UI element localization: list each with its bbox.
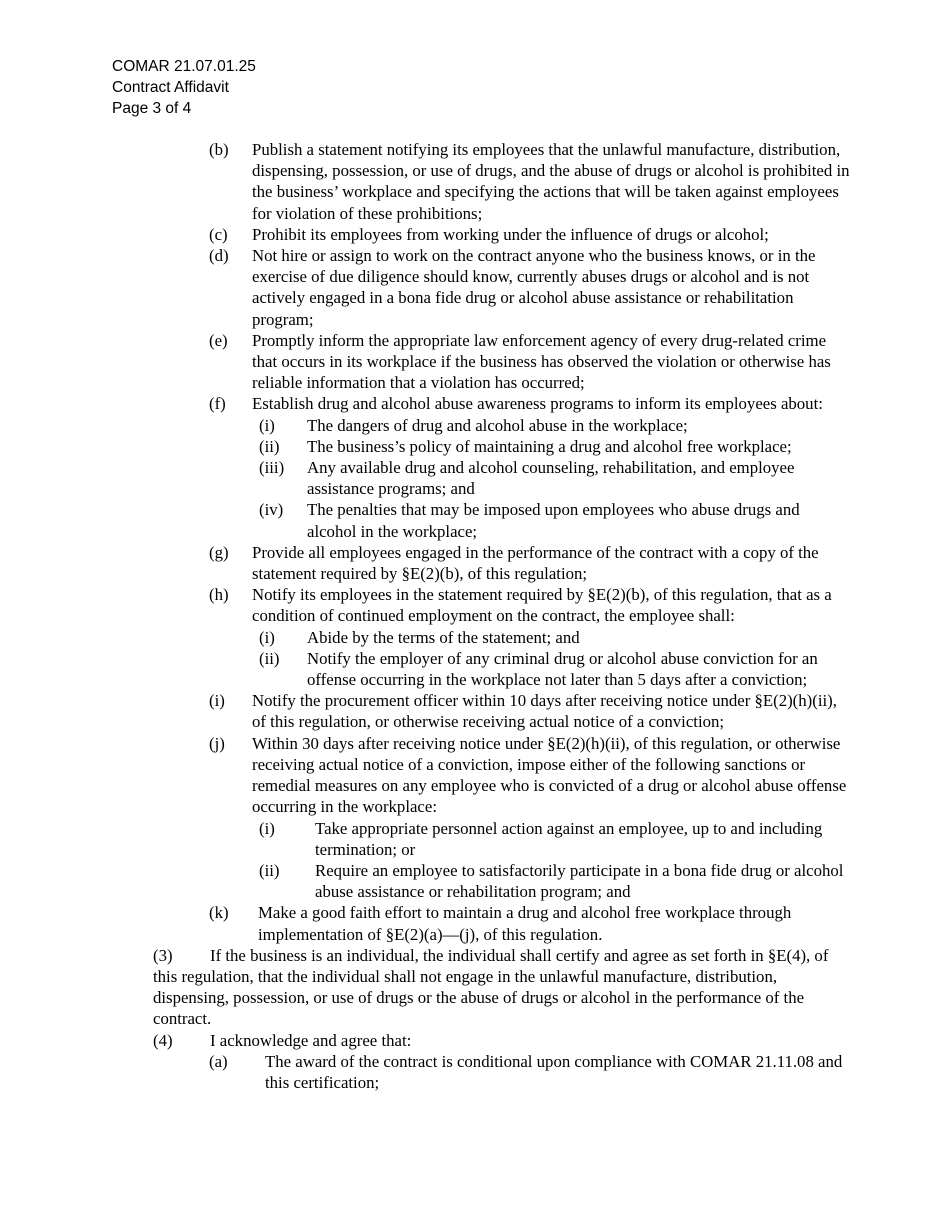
list-item-i: (i) Notify the procurement officer within 10 days after receiving notice under §E(2)(h)(ii), of this regulation, or otherwise receiving actual notice of a conviction; [209,691,837,732]
sub-item-f-i: (i) The dangers of drug and alcohol abuse in the workplace; [259,415,688,435]
list-item-h: (h) Notify its employees in the statement required by §E(2)(b), of this regulation, that as a condition of continued employment on the contract, the employee shall: [209,585,832,626]
sub-item-f-iv: (iv) The penalties that may be imposed upon employees who abuse drugs and alcohol in the workplace; [259,500,800,541]
sub-item-j-i: (i) Take appropriate personnel action against an employee, up to and including termination; or [259,818,823,859]
page-header [112,56,256,119]
sub-item-j-ii: (ii) Require an employee to satisfactorily participate in a bona fide drug or alcohol abuse assistance or rehabilitation program; and [259,860,844,902]
list-item-c: (c) Prohibit its employees from working under the influence of drugs or alcohol; [209,224,769,244]
list-item-e: (e) Promptly inform the appropriate law enforcement agency of every drug-related crime that occurs in its workplace if the business has observed the violation or otherwise has reliable information that a violation has occurred; [209,330,831,393]
paragraph-3: (3) If the business is an individual, the individual shall certify and agree as set forth in §E(4), of this regulation, that the individual shall not engage in the unlawful manufacture, distribution, dispensing, possession, or use of drugs or the abuse of drugs or alcohol in the performance of the contract. [153,945,829,1029]
list-item-4a: (a) The award of the contract is conditional upon compliance with COMAR 21.11.08 and this certification; [209,1051,843,1092]
sub-item-f-ii: (ii) The business’s policy of maintaining a drug and alcohol free workplace; [259,436,792,456]
list-item-f: (f) Establish drug and alcohol abuse awareness programs to inform its employees about: [209,394,823,414]
sub-item-f-iii: (iii) Any available drug and alcohol counseling, rehabilitation, and employee assistance programs; and [259,458,795,499]
sub-item-h-i: (i) Abide by the terms of the statement; and [259,627,580,647]
list-item-k: (k) Make a good faith effort to maintain a drug and alcohol free workplace through implementation of §E(2)(a)—(j), of this regulation. [209,903,792,944]
list-item-g: (g) Provide all employees engaged in the performance of the contract with a copy of the statement required by §E(2)(b), of this regulation; [209,542,819,584]
document-title: Contract Affidavit [112,79,229,96]
list-item-j: (j) Within 30 days after receiving notice under §E(2)(h)(ii), of this regulation, or otherwise receiving actual notice of a conviction, impose either of the following sanctions or remedial measures on any employee who is convicted of a drug or alcohol abuse offense occurring in the workplace: [209,733,847,817]
document-body [0,139,950,1093]
page-number: Page 3 of 4 [112,100,192,117]
regulation-code: COMAR 21.07.01.25 [112,58,256,75]
list-item-d: (d) Not hire or assign to work on the contract anyone who the business knows, or in the exercise of due diligence should know, currently abuses drugs or alcohol and is not actively engaged in a bona fide drug or alcohol abuse assistance or rehabilitation program; [209,246,816,329]
list-item-b: (b) Publish a statement notifying its employees that the unlawful manufacture, distribution, dispensing, possession, or use of drugs, and the abuse of drugs or alcohol is prohibited in the business’ workplace and specifying the actions that will be taken against employees for violation of these prohibitions; [209,140,850,223]
sub-item-h-ii: (ii) Notify the employer of any criminal drug or alcohol abuse conviction for an offense occurring in the workplace not later than 5 days after a conviction; [259,648,818,690]
paragraph-4: (4) I acknowledge and agree that: [153,1030,412,1050]
